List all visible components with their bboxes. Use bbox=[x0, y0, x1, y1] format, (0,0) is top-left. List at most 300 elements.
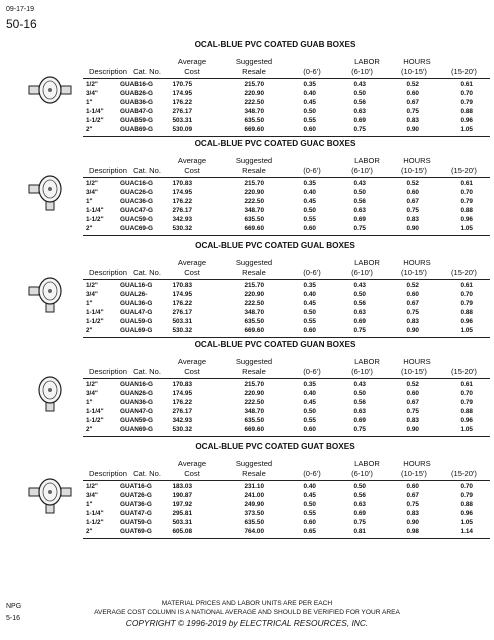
column-header-hours-15-20: (15-20') bbox=[451, 67, 477, 76]
header-rule bbox=[83, 480, 490, 481]
col-average-cost: 170.83 bbox=[172, 282, 192, 289]
col-description: 1-1/4" bbox=[86, 108, 104, 115]
table-row bbox=[0, 216, 494, 225]
col-hours-6-10: 0.63 bbox=[353, 501, 366, 508]
col-average-cost: 176.22 bbox=[172, 300, 192, 307]
col-average-cost: 190.87 bbox=[172, 492, 192, 499]
footer-npg: NPG bbox=[6, 603, 22, 610]
col-description: 2" bbox=[86, 225, 93, 232]
column-header-hours-10-15: (10-15') bbox=[401, 367, 427, 376]
col-hours-6-10: 0.50 bbox=[353, 189, 366, 196]
column-header-description: Description bbox=[89, 367, 127, 376]
col-suggested-resale: 348.70 bbox=[244, 408, 264, 415]
col-hours-6-10: 0.81 bbox=[353, 528, 366, 535]
column-header-suggested: Suggested bbox=[235, 57, 273, 66]
price-section bbox=[0, 340, 494, 450]
table-row bbox=[0, 189, 494, 198]
header-rule bbox=[83, 177, 490, 178]
col-suggested-resale: 220.90 bbox=[244, 390, 264, 397]
col-cat-no: GUAB47-G bbox=[120, 108, 154, 115]
col-hours-6-10: 0.69 bbox=[353, 417, 366, 424]
col-average-cost: 174.95 bbox=[172, 291, 192, 298]
col-hours-15-20: 0.88 bbox=[460, 207, 473, 214]
col-hours-0-6: 0.60 bbox=[303, 327, 316, 334]
col-suggested-resale: 635.50 bbox=[244, 216, 264, 223]
column-header-hours-0-6: (0-6') bbox=[303, 268, 321, 277]
table-row bbox=[0, 426, 494, 435]
column-header-labor: LABOR bbox=[354, 258, 380, 267]
col-hours-10-15: 0.83 bbox=[406, 117, 419, 124]
col-suggested-resale: 635.50 bbox=[244, 519, 264, 526]
col-hours-10-15: 0.90 bbox=[406, 519, 419, 526]
table-row bbox=[0, 282, 494, 291]
table-row bbox=[0, 108, 494, 117]
column-header-suggested: Suggested bbox=[235, 459, 273, 468]
column-header-hours-6-10: (6-10') bbox=[351, 367, 373, 376]
col-cat-no: GUAB26-G bbox=[120, 90, 154, 97]
col-average-cost: 176.22 bbox=[172, 99, 192, 106]
table-row bbox=[0, 180, 494, 189]
col-hours-0-6: 0.60 bbox=[303, 225, 316, 232]
col-suggested-resale: 241.00 bbox=[244, 492, 264, 499]
col-hours-0-6: 0.50 bbox=[303, 108, 316, 115]
col-hours-0-6: 0.45 bbox=[303, 492, 316, 499]
col-hours-10-15: 0.67 bbox=[406, 99, 419, 106]
column-header-hours-10-15: (10-15') bbox=[401, 166, 427, 175]
table-row bbox=[0, 99, 494, 108]
header-rule bbox=[83, 378, 490, 379]
section-title: OCAL-BLUE PVC COATED GUAL BOXES bbox=[195, 241, 355, 250]
column-header-hours-0-6: (0-6') bbox=[303, 166, 321, 175]
col-hours-15-20: 0.70 bbox=[460, 483, 473, 490]
column-header-resale: Resale bbox=[242, 166, 266, 175]
column-header-description: Description bbox=[89, 268, 127, 277]
footer-rule bbox=[83, 436, 490, 437]
table-row bbox=[0, 291, 494, 300]
col-hours-6-10: 0.50 bbox=[353, 483, 366, 490]
col-average-cost: 503.31 bbox=[172, 117, 192, 124]
col-average-cost: 174.95 bbox=[172, 90, 192, 97]
col-hours-15-20: 0.70 bbox=[460, 291, 473, 298]
column-header-suggested: Suggested bbox=[235, 357, 273, 366]
footer-rule bbox=[83, 337, 490, 338]
col-average-cost: 295.81 bbox=[172, 510, 192, 517]
column-header-resale: Resale bbox=[242, 367, 266, 376]
table-row bbox=[0, 399, 494, 408]
col-hours-15-20: 1.05 bbox=[460, 519, 473, 526]
col-description: 1" bbox=[86, 501, 93, 508]
table-row bbox=[0, 528, 494, 537]
col-hours-6-10: 0.50 bbox=[353, 90, 366, 97]
header-rule bbox=[83, 279, 490, 280]
col-hours-15-20: 0.70 bbox=[460, 189, 473, 196]
col-suggested-resale: 220.90 bbox=[244, 90, 264, 97]
table-row bbox=[0, 81, 494, 90]
col-average-cost: 174.95 bbox=[172, 189, 192, 196]
column-header-resale: Resale bbox=[242, 268, 266, 277]
column-header-hours: HOURS bbox=[403, 156, 431, 165]
col-hours-6-10: 0.56 bbox=[353, 99, 366, 106]
col-hours-15-20: 1.05 bbox=[460, 327, 473, 334]
col-cat-no: GUAN59-G bbox=[120, 417, 154, 424]
col-hours-6-10: 0.69 bbox=[353, 117, 366, 124]
col-hours-6-10: 0.50 bbox=[353, 390, 366, 397]
col-description: 1-1/2" bbox=[86, 519, 104, 526]
col-suggested-resale: 764.00 bbox=[244, 528, 264, 535]
column-header-hours-15-20: (15-20') bbox=[451, 166, 477, 175]
col-cat-no: GUAC26-G bbox=[120, 189, 154, 196]
col-cat-no: GUAN47-G bbox=[120, 408, 154, 415]
footer-rule bbox=[83, 235, 490, 236]
col-hours-10-15: 0.60 bbox=[406, 291, 419, 298]
col-cat-no: GUAN26-G bbox=[120, 390, 154, 397]
col-hours-10-15: 0.67 bbox=[406, 399, 419, 406]
column-header-cost: Cost bbox=[184, 67, 200, 76]
col-description: 3/4" bbox=[86, 189, 98, 196]
col-hours-10-15: 0.75 bbox=[406, 408, 419, 415]
col-hours-6-10: 0.43 bbox=[353, 81, 366, 88]
price-section bbox=[0, 40, 494, 150]
col-hours-10-15: 0.60 bbox=[406, 390, 419, 397]
col-hours-10-15: 0.60 bbox=[406, 483, 419, 490]
price-section bbox=[0, 241, 494, 351]
col-hours-10-15: 0.83 bbox=[406, 216, 419, 223]
col-hours-6-10: 0.56 bbox=[353, 300, 366, 307]
col-hours-10-15: 0.90 bbox=[406, 225, 419, 232]
column-header-cost: Cost bbox=[184, 469, 200, 478]
col-average-cost: 530.32 bbox=[172, 327, 192, 334]
col-suggested-resale: 215.70 bbox=[244, 180, 264, 187]
footer-rule bbox=[83, 538, 490, 539]
column-header-average: Average bbox=[177, 459, 207, 468]
col-description: 1" bbox=[86, 399, 93, 406]
col-average-cost: 530.32 bbox=[172, 225, 192, 232]
table-row bbox=[0, 126, 494, 135]
table-row bbox=[0, 501, 494, 510]
column-header-hours: HOURS bbox=[403, 357, 431, 366]
col-cat-no: GUAT16-G bbox=[120, 483, 152, 490]
col-cat-no: GUAC36-G bbox=[120, 198, 154, 205]
col-description: 1-1/4" bbox=[86, 408, 104, 415]
col-hours-6-10: 0.69 bbox=[353, 216, 366, 223]
col-hours-6-10: 0.56 bbox=[353, 399, 366, 406]
col-description: 1/2" bbox=[86, 282, 98, 289]
table-row bbox=[0, 300, 494, 309]
col-hours-15-20: 0.70 bbox=[460, 90, 473, 97]
col-average-cost: 174.95 bbox=[172, 390, 192, 397]
col-hours-15-20: 0.79 bbox=[460, 300, 473, 307]
col-hours-0-6: 0.55 bbox=[303, 216, 316, 223]
col-average-cost: 276.17 bbox=[172, 108, 192, 115]
col-cat-no: GUAB36-G bbox=[120, 99, 154, 106]
col-hours-15-20: 1.05 bbox=[460, 225, 473, 232]
col-cat-no: GUAL69-G bbox=[120, 327, 153, 334]
table-row bbox=[0, 225, 494, 234]
column-header-average: Average bbox=[177, 357, 207, 366]
col-hours-15-20: 1.05 bbox=[460, 426, 473, 433]
col-hours-0-6: 0.35 bbox=[303, 381, 316, 388]
column-header-hours-0-6: (0-6') bbox=[303, 469, 321, 478]
table-row bbox=[0, 408, 494, 417]
col-hours-15-20: 0.79 bbox=[460, 399, 473, 406]
table-row bbox=[0, 309, 494, 318]
column-header-cat-no: Cat. No. bbox=[133, 268, 161, 277]
col-suggested-resale: 215.70 bbox=[244, 81, 264, 88]
col-suggested-resale: 669.60 bbox=[244, 225, 264, 232]
col-hours-15-20: 1.05 bbox=[460, 126, 473, 133]
column-header-average: Average bbox=[177, 156, 207, 165]
col-suggested-resale: 348.70 bbox=[244, 207, 264, 214]
col-suggested-resale: 231.10 bbox=[244, 483, 264, 490]
column-header-hours-10-15: (10-15') bbox=[401, 67, 427, 76]
table-row bbox=[0, 483, 494, 492]
col-hours-6-10: 0.75 bbox=[353, 519, 366, 526]
col-hours-6-10: 0.56 bbox=[353, 198, 366, 205]
col-description: 1-1/4" bbox=[86, 510, 104, 517]
col-suggested-resale: 348.70 bbox=[244, 108, 264, 115]
col-description: 3/4" bbox=[86, 390, 98, 397]
col-hours-0-6: 0.35 bbox=[303, 282, 316, 289]
col-suggested-resale: 635.50 bbox=[244, 417, 264, 424]
col-average-cost: 530.09 bbox=[172, 126, 192, 133]
column-header-hours: HOURS bbox=[403, 258, 431, 267]
col-average-cost: 276.17 bbox=[172, 408, 192, 415]
col-description: 1-1/2" bbox=[86, 417, 104, 424]
column-header-description: Description bbox=[89, 469, 127, 478]
col-cat-no: GUAN16-G bbox=[120, 381, 154, 388]
col-hours-15-20: 0.96 bbox=[460, 318, 473, 325]
col-cat-no: GUAL26- bbox=[120, 291, 148, 298]
section-title: OCAL-BLUE PVC COATED GUAC BOXES bbox=[194, 139, 356, 148]
col-hours-0-6: 0.60 bbox=[303, 426, 316, 433]
col-cat-no: GUAC16-G bbox=[120, 180, 154, 187]
column-header-hours-6-10: (6-10') bbox=[351, 166, 373, 175]
col-suggested-resale: 669.60 bbox=[244, 327, 264, 334]
column-header-hours: HOURS bbox=[403, 459, 431, 468]
col-hours-15-20: 0.61 bbox=[460, 381, 473, 388]
col-hours-0-6: 0.45 bbox=[303, 99, 316, 106]
col-cat-no: GUAT36-G bbox=[120, 501, 152, 508]
col-hours-6-10: 0.50 bbox=[353, 291, 366, 298]
col-description: 1-1/4" bbox=[86, 207, 104, 214]
section-title: OCAL-BLUE PVC COATED GUAN BOXES bbox=[194, 340, 356, 349]
col-cat-no: GUAT59-G bbox=[120, 519, 152, 526]
col-hours-10-15: 0.75 bbox=[406, 501, 419, 508]
col-hours-10-15: 0.52 bbox=[406, 381, 419, 388]
col-hours-15-20: 0.79 bbox=[460, 198, 473, 205]
col-description: 2" bbox=[86, 327, 93, 334]
col-suggested-resale: 669.60 bbox=[244, 126, 264, 133]
col-average-cost: 276.17 bbox=[172, 207, 192, 214]
column-header-hours-10-15: (10-15') bbox=[401, 268, 427, 277]
col-hours-15-20: 0.61 bbox=[460, 180, 473, 187]
col-cat-no: GUAC69-G bbox=[120, 225, 154, 232]
col-cat-no: GUAT47-G bbox=[120, 510, 152, 517]
col-hours-0-6: 0.50 bbox=[303, 501, 316, 508]
column-header-cat-no: Cat. No. bbox=[133, 469, 161, 478]
col-suggested-resale: 220.90 bbox=[244, 189, 264, 196]
col-description: 1-1/4" bbox=[86, 309, 104, 316]
col-hours-0-6: 0.40 bbox=[303, 483, 316, 490]
col-average-cost: 176.22 bbox=[172, 399, 192, 406]
col-hours-15-20: 0.88 bbox=[460, 309, 473, 316]
col-hours-6-10: 0.75 bbox=[353, 327, 366, 334]
table-row bbox=[0, 381, 494, 390]
col-hours-10-15: 0.90 bbox=[406, 327, 419, 334]
col-suggested-resale: 373.50 bbox=[244, 510, 264, 517]
col-hours-10-15: 0.67 bbox=[406, 492, 419, 499]
col-description: 1" bbox=[86, 300, 93, 307]
col-hours-6-10: 0.63 bbox=[353, 108, 366, 115]
col-average-cost: 170.75 bbox=[172, 81, 192, 88]
col-cat-no: GUAL47-G bbox=[120, 309, 153, 316]
col-average-cost: 530.32 bbox=[172, 426, 192, 433]
col-hours-10-15: 0.67 bbox=[406, 300, 419, 307]
col-hours-6-10: 0.69 bbox=[353, 318, 366, 325]
col-cat-no: GUAL16-G bbox=[120, 282, 153, 289]
col-hours-6-10: 0.75 bbox=[353, 225, 366, 232]
column-header-cat-no: Cat. No. bbox=[133, 367, 161, 376]
col-cat-no: GUAT69-G bbox=[120, 528, 152, 535]
col-average-cost: 503.31 bbox=[172, 519, 192, 526]
column-header-resale: Resale bbox=[242, 469, 266, 478]
col-hours-0-6: 0.35 bbox=[303, 81, 316, 88]
col-hours-6-10: 0.43 bbox=[353, 180, 366, 187]
col-hours-0-6: 0.45 bbox=[303, 300, 316, 307]
col-hours-6-10: 0.69 bbox=[353, 510, 366, 517]
footer-line-2: AVERAGE COST COLUMN IS A NATIONAL AVERAGE AND SHOULD BE VERIFIED FOR YOUR AREA bbox=[94, 609, 400, 616]
col-suggested-resale: 222.50 bbox=[244, 300, 264, 307]
col-hours-0-6: 0.55 bbox=[303, 318, 316, 325]
col-description: 2" bbox=[86, 426, 93, 433]
column-header-description: Description bbox=[89, 166, 127, 175]
col-cat-no: GUAB59-G bbox=[120, 117, 154, 124]
page-number: 50-16 bbox=[6, 17, 37, 31]
column-header-hours-15-20: (15-20') bbox=[451, 367, 477, 376]
col-suggested-resale: 249.90 bbox=[244, 501, 264, 508]
col-hours-0-6: 0.40 bbox=[303, 90, 316, 97]
col-suggested-resale: 222.50 bbox=[244, 99, 264, 106]
column-header-hours-0-6: (0-6') bbox=[303, 367, 321, 376]
footer-copyright: COPYRIGHT © 1996-2019 by ELECTRICAL RESOURCES, INC. bbox=[125, 618, 369, 628]
col-hours-10-15: 0.83 bbox=[406, 510, 419, 517]
table-row bbox=[0, 492, 494, 501]
col-hours-15-20: 0.79 bbox=[460, 99, 473, 106]
header-rule bbox=[83, 78, 490, 79]
col-hours-10-15: 0.75 bbox=[406, 207, 419, 214]
col-hours-10-15: 0.83 bbox=[406, 318, 419, 325]
col-average-cost: 170.83 bbox=[172, 381, 192, 388]
column-header-hours-6-10: (6-10') bbox=[351, 67, 373, 76]
col-description: 2" bbox=[86, 528, 93, 535]
column-header-labor: LABOR bbox=[354, 357, 380, 366]
col-average-cost: 342.93 bbox=[172, 417, 192, 424]
col-hours-10-15: 0.98 bbox=[406, 528, 419, 535]
col-description: 1-1/2" bbox=[86, 117, 104, 124]
col-hours-0-6: 0.40 bbox=[303, 390, 316, 397]
table-row bbox=[0, 327, 494, 336]
table-row bbox=[0, 198, 494, 207]
col-suggested-resale: 669.60 bbox=[244, 426, 264, 433]
col-hours-6-10: 0.56 bbox=[353, 492, 366, 499]
table-row bbox=[0, 510, 494, 519]
col-hours-6-10: 0.43 bbox=[353, 282, 366, 289]
col-hours-10-15: 0.83 bbox=[406, 417, 419, 424]
table-row bbox=[0, 90, 494, 99]
column-header-hours-10-15: (10-15') bbox=[401, 469, 427, 478]
col-description: 1/2" bbox=[86, 180, 98, 187]
col-hours-10-15: 0.52 bbox=[406, 180, 419, 187]
col-description: 1" bbox=[86, 198, 93, 205]
column-header-average: Average bbox=[177, 258, 207, 267]
col-hours-15-20: 0.96 bbox=[460, 417, 473, 424]
col-hours-6-10: 0.43 bbox=[353, 381, 366, 388]
col-hours-0-6: 0.55 bbox=[303, 117, 316, 124]
col-hours-15-20: 0.88 bbox=[460, 108, 473, 115]
col-hours-10-15: 0.75 bbox=[406, 309, 419, 316]
col-hours-15-20: 0.96 bbox=[460, 117, 473, 124]
column-header-cat-no: Cat. No. bbox=[133, 67, 161, 76]
footer-rule bbox=[83, 136, 490, 137]
col-hours-6-10: 0.63 bbox=[353, 207, 366, 214]
col-description: 3/4" bbox=[86, 90, 98, 97]
col-hours-6-10: 0.75 bbox=[353, 126, 366, 133]
col-average-cost: 183.03 bbox=[172, 483, 192, 490]
col-average-cost: 176.22 bbox=[172, 198, 192, 205]
col-hours-10-15: 0.60 bbox=[406, 189, 419, 196]
col-suggested-resale: 635.50 bbox=[244, 318, 264, 325]
col-suggested-resale: 635.50 bbox=[244, 117, 264, 124]
table-row bbox=[0, 519, 494, 528]
column-header-description: Description bbox=[89, 67, 127, 76]
col-suggested-resale: 215.70 bbox=[244, 282, 264, 289]
page-date: 09-17-19 bbox=[6, 6, 35, 13]
price-section bbox=[0, 442, 494, 552]
col-description: 2" bbox=[86, 126, 93, 133]
col-hours-0-6: 0.60 bbox=[303, 519, 316, 526]
col-description: 1/2" bbox=[86, 381, 98, 388]
col-hours-0-6: 0.50 bbox=[303, 309, 316, 316]
col-hours-10-15: 0.52 bbox=[406, 81, 419, 88]
col-hours-0-6: 0.55 bbox=[303, 510, 316, 517]
col-description: 1-1/2" bbox=[86, 216, 104, 223]
col-cat-no: GUAB16-G bbox=[120, 81, 154, 88]
col-suggested-resale: 222.50 bbox=[244, 198, 264, 205]
col-cat-no: GUAC59-G bbox=[120, 216, 154, 223]
column-header-hours: HOURS bbox=[403, 57, 431, 66]
section-title: OCAL-BLUE PVC COATED GUAB BOXES bbox=[194, 40, 356, 49]
col-hours-15-20: 0.79 bbox=[460, 492, 473, 499]
col-average-cost: 197.92 bbox=[172, 501, 192, 508]
col-hours-6-10: 0.75 bbox=[353, 426, 366, 433]
column-header-cost: Cost bbox=[184, 166, 200, 175]
column-header-cost: Cost bbox=[184, 367, 200, 376]
column-header-hours-6-10: (6-10') bbox=[351, 469, 373, 478]
col-description: 1/2" bbox=[86, 483, 98, 490]
col-average-cost: 342.93 bbox=[172, 216, 192, 223]
col-hours-15-20: 0.88 bbox=[460, 408, 473, 415]
table-row bbox=[0, 318, 494, 327]
footer-page: 5-16 bbox=[6, 615, 21, 622]
footer-line-1: MATERIAL PRICES AND LABOR UNITS ARE PER EACH bbox=[161, 600, 333, 607]
column-header-hours-0-6: (0-6') bbox=[303, 67, 321, 76]
col-hours-15-20: 0.88 bbox=[460, 501, 473, 508]
col-hours-10-15: 0.67 bbox=[406, 198, 419, 205]
col-hours-6-10: 0.63 bbox=[353, 309, 366, 316]
col-average-cost: 170.83 bbox=[172, 180, 192, 187]
col-hours-0-6: 0.50 bbox=[303, 207, 316, 214]
col-hours-0-6: 0.40 bbox=[303, 189, 316, 196]
